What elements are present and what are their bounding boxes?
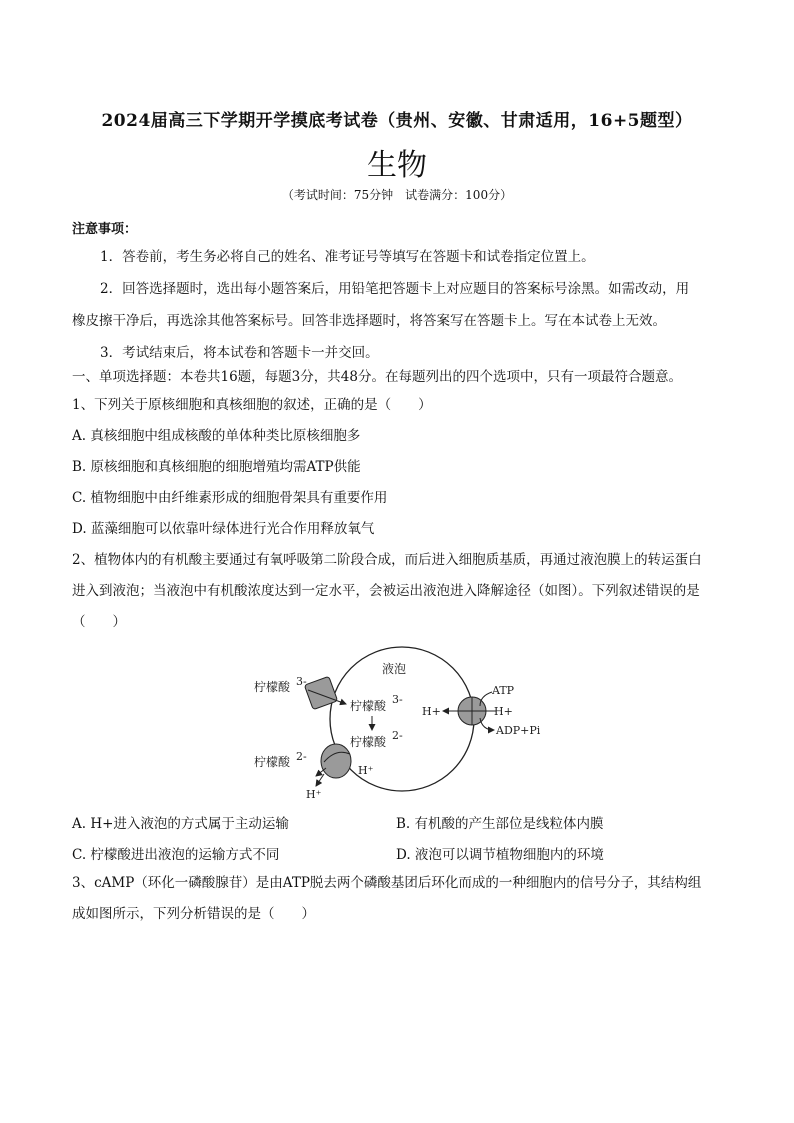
question-2-option-b: B. 有机酸的产生部位是线粒体内膜 — [396, 816, 604, 832]
citrate-2-outside-charge: 2- — [296, 750, 307, 763]
note-item-1: 1．答卷前，考生务必将自己的姓名、准考证号等填写在答题卡和试卷指定位置上。 — [100, 249, 595, 265]
h-plus-outside-right: H+ — [494, 705, 513, 718]
section-heading: 一、单项选择题：本卷共16题，每题3分，共48分。在每题列出的四个选项中，只有一项最符合题意。 — [72, 369, 682, 385]
question-1-option-d: D. 蓝藻细胞可以依靠叶绿体进行光合作用释放氧气 — [72, 521, 375, 537]
vacuole-diagram-svg — [240, 640, 560, 805]
h-plus-inside-right: H+ — [422, 705, 441, 718]
note-item-3: 3．考试结束后，将本试卷和答题卡一并交回。 — [100, 345, 379, 361]
question-2-option-c: C. 柠檬酸进出液泡的运输方式不同 — [72, 847, 280, 863]
question-2-option-a: A. H+进入液泡的方式属于主动运输 — [72, 816, 289, 832]
subject-title: 生物 — [367, 148, 427, 183]
question-2-stem-line-3: （ ） — [72, 614, 126, 630]
question-3-stem-line-2: 成如图所示，下列分析错误的是（ ） — [72, 906, 315, 922]
note-item-2-cont: 橡皮擦干净后，再选涂其他答案标号。回答非选择题时，将答案写在答题卡上。写在本试卷上无效。 — [72, 313, 666, 329]
citrate-3-inside-charge: 3- — [392, 693, 403, 706]
citrate-3-outside: 柠檬酸 — [254, 680, 291, 694]
question-2-stem-line-2: 进入到液泡；当液泡中有机酸浓度达到一定水平，会被运出液泡进入降解途径（如图）。下列叙述错误的是 — [72, 583, 700, 599]
question-3-stem-line-1: 3、cAMP（环化一磷酸腺苷）是由ATP脱去两个磷酸基团后环化而成的一种细胞内的信号分子，其结构组 — [72, 875, 702, 891]
exam-title: 2024届高三下学期开学摸底考试卷（贵州、安徽、甘肃适用，16+5题型） — [101, 111, 693, 131]
adp-label: ADP+Pi — [496, 724, 541, 737]
h-plus-arrow-out — [316, 774, 324, 786]
note-item-2: 2．回答选择题时，选出每小题答案后，用铅笔把答题卡上对应题目的答案标号涂黑。如需改动，用 — [100, 281, 690, 297]
citrate-2-inside: 柠檬酸 — [350, 735, 387, 749]
question-1-option-a: A. 真核细胞中组成核酸的单体种类比原核细胞多 — [72, 428, 361, 444]
h-plus-inside-bottom: H⁺ — [358, 764, 374, 777]
question-1-option-b: B. 原核细胞和真核细胞的细胞增殖均需ATP供能 — [72, 459, 361, 475]
citrate-2-outside: 柠檬酸 — [254, 755, 291, 769]
citrate-transporter — [304, 676, 337, 709]
h-plus-outside-bottom: H⁺ — [306, 788, 322, 801]
question-1-option-c: C. 植物细胞中由纤维素形成的细胞骨架具有重要作用 — [72, 490, 388, 506]
atp-label: ATP — [492, 684, 515, 697]
citrate-2-inside-charge: 2- — [392, 729, 403, 742]
citrate-3-outside-charge: 3- — [296, 675, 307, 688]
question-1-stem: 1、下列关于原核细胞和真核细胞的叙述，正确的是（ ） — [72, 397, 432, 413]
vacuole-label: 液泡 — [382, 662, 407, 676]
question-2-stem-line-1: 2、植物体内的有机酸主要通过有氧呼吸第二阶段合成，而后进入细胞质基质，再通过液泡膜上的转运蛋白 — [72, 552, 702, 568]
exam-info: （考试时间：75分钟 试卷满分：100分） — [281, 188, 513, 202]
citrate-3-inside: 柠檬酸 — [350, 699, 387, 713]
question-2-option-d: D. 液泡可以调节植物细胞内的环境 — [396, 847, 604, 863]
vacuole-diagram — [240, 640, 560, 805]
notes-heading: 注意事项： — [72, 222, 138, 237]
